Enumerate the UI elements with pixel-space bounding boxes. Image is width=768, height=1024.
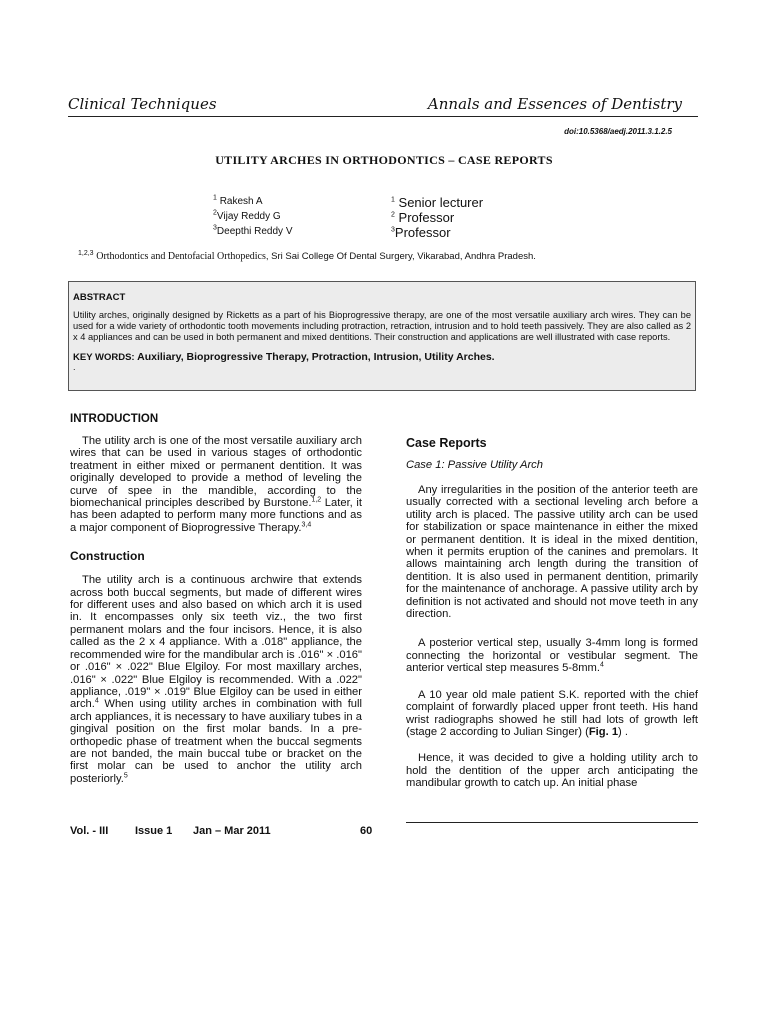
introduction-paragraph: The utility arch is one of the most versatile auxiliary arch wires that can be used in various stages of orthodontic treatment in either mixed or permanent dentition. It was originally developed to provide a method of leveling the curve of spee in the mandible, according to the biomechanical principles described by Burstone.$^{1,2}$ Later, it has been adapted to perform many more functions and as a major component of Bioprogressive Therapy.$^{3,4}$ [70, 435, 362, 534]
case1-paragraph-4: Hence, it was decided to give a holding utility arch to hold the dentition of the upper arch anticipating the mandibular growth to catch up. An initial phase [406, 752, 698, 790]
construction-heading: Construction [70, 549, 145, 564]
role-2: $^2$ Professor [391, 210, 455, 225]
author-list [213, 194, 383, 239]
footer-issue: Issue 1 [135, 825, 173, 837]
case-reports-heading: Case Reports [406, 436, 487, 450]
affiliation: $^{1,2,3}$ Orthodontics and Dentofacial Orthopedics, Sri Sai College Of Dental Surgery, Vikarabad, Andhra Pradesh. [78, 249, 536, 262]
author-3: $^3$Deepthi Reddy V [213, 224, 293, 237]
right-column [406, 436, 698, 790]
abstract-text: Utility arches, originally designed by Ricketts as a part of his Bioprogressive therapy, are one of the most versatile auxiliary arch wires. They can be used for a wide variety of orthodontic tooth movements including protraction, retraction, intrusion and to hold teeth passively. They are also called as 2 x 4 appliances and can be used in both permanent and mixed dentitions. Their construction and applications are well illustrated with case reports. [73, 310, 691, 342]
construction-paragraph: The utility arch is a continuous archwire that extends across both buccal segments, but made of different wires for different uses and also based on which arch it is used in. It encompasses only six teeth viz., the two first permanent molars and the four incisors. Hence, it is also called as the 2 x 4 appliance. With a .018" appliance, the recommended wire for the mandibular arch is .016" × .016" or .016" × .022" Blue Elgiloy. For most maxillary arches, .016" × .022" Blue Elgiloy is recommended. With a .022" appliance, .019" × .019" Blue Elgiloy can be used in either arch.$^4$ When using utility arches in combination with full arch appliances, it is necessary to have auxiliary tubes in a gingival position on the first molar bands. In a pre-orthopedic phase of treatment when the buccal segments are not banded, the main buccal tube or bracket on the first molar can be used to anchor the utility arch posteriorly.$^5$ [70, 574, 362, 785]
role-1: $^1$ Senior lecturer [391, 195, 484, 210]
abstract-box [68, 281, 696, 391]
journal-name: Annals and Essences of Dentistry [427, 95, 682, 113]
case1-paragraph-3: A 10 year old male patient S.K. reported with the chief complaint of forwardly placed upper front teeth. His hand wrist radiographs showed he still had lots of growth left (stage 2 according to Julian Singer) (Fig. 1) . [406, 688, 698, 738]
author-roles [391, 195, 591, 240]
right-column-end-rule [406, 822, 698, 823]
abstract-dot: . [73, 362, 76, 372]
page-number: 60 [360, 825, 373, 837]
left-column [70, 413, 362, 785]
journal-section-label: Clinical Techniques [68, 95, 217, 113]
role-3: $^3$Professor [391, 225, 451, 240]
article-title: UTILITY ARCHES IN ORTHODONTICS – CASE REPORTS [215, 153, 553, 167]
author-2: $^2$Vijay Reddy G [213, 209, 281, 222]
case1-paragraph-2: A posterior vertical step, usually 3-4mm long is formed connecting the horizontal or vestibular segment. The anterior vertical step measures 5-8mm.$^4$ [406, 637, 698, 675]
abstract-heading: ABSTRACT [73, 292, 126, 303]
keywords: KEY WORDS: Auxiliary, Bioprogressive Therapy, Protraction, Intrusion, Utility Arches. [73, 351, 495, 363]
header-rule [68, 116, 698, 117]
footer-volume: Vol. - III [70, 825, 109, 837]
case1-paragraph-1: Any irregularities in the position of the anterior teeth are usually corrected with a sectional leveling arch before a utility arch is placed. The passive utility arch can be used for stabilization or space maintenance in either the mixed or permanent dentition. It is ideal in the mixed dentition, when it permits eruption of the canines and premolars. It allows maintaining arch length during the transition of dentition. It is also used in permanent dentition, primarily for the maintenance of anchorage. A passive utility arch by definition is not activated and should not move teeth in any direction. [406, 484, 698, 621]
footer-date: Jan – Mar 2011 [193, 825, 271, 837]
introduction-heading: INTRODUCTION [70, 413, 159, 425]
author-1: $^1$ Rakesh A [213, 194, 263, 207]
doi: doi:10.5368/aedj.2011.3.1.2.5 [564, 127, 672, 136]
case1-heading: Case 1: Passive Utility Arch [406, 459, 543, 471]
